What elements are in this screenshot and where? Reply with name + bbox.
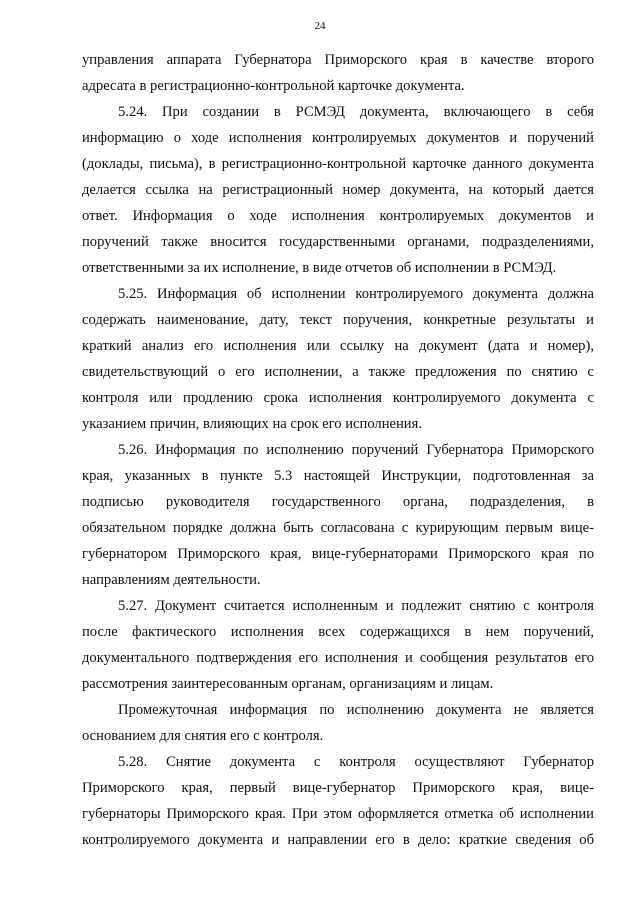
- text-line: краткий анализ его исполнения или ссылку на документ (дата и номер),: [82, 338, 594, 354]
- paragraph-5-25: [82, 281, 594, 437]
- paragraph-5-24: [82, 99, 594, 281]
- text-line: делается ссылка на регистрационный номер документа, на который дается: [82, 182, 594, 198]
- text-line: после фактического исполнения всех содержащихся в нем поручений,: [82, 624, 594, 640]
- text-line: управления аппарата Губернатора Приморского края в качестве второго: [82, 52, 594, 68]
- text-line: информацию о ходе исполнения контролируемых документов и поручений: [82, 130, 594, 146]
- text-line: губернатором Приморского края, вице-губернаторами Приморского края по: [82, 546, 594, 562]
- page-number: 24: [314, 20, 326, 32]
- text-line: рассмотрения заинтересованным органам, организациям и лицам.: [82, 676, 494, 692]
- text-line: 5.27. Документ считается исполненным и подлежит снятию с контроля: [118, 598, 594, 614]
- text-line: указанием причин, влияющих на срок его исполнения.: [82, 416, 422, 432]
- text-line: ответственными за их исполнение, в виде отчетов об исполнении в РСМЭД.: [82, 260, 557, 276]
- text-line: подписью руководителя государственного органа, подразделения, в: [82, 494, 594, 510]
- text-line: адресата в регистрационно-контрольной карточке документа.: [82, 78, 465, 94]
- text-line: 5.28. Снятие документа с контроля осуществляют Губернатор: [118, 754, 594, 770]
- text-line: Промежуточная информация по исполнению документа не является: [118, 702, 594, 718]
- document-body: [82, 47, 594, 853]
- paragraph-5-27: [82, 593, 594, 697]
- paragraph-continuation: [82, 47, 594, 99]
- text-line: направлениям деятельности.: [82, 572, 261, 588]
- text-line: контроля или продлению срока исполнения контролируемого документа с: [82, 390, 594, 406]
- text-line: ответ. Информация о ходе исполнения контролируемых документов и: [82, 208, 594, 224]
- paragraph-5-28: [82, 749, 594, 853]
- text-line: 5.26. Информация по исполнению поручений Губернатора Приморского: [118, 442, 594, 458]
- text-line: 5.24. При создании в РСМЭД документа, включающего в себя: [118, 104, 594, 120]
- text-line: свидетельствующий о его исполнении, а также предложения по снятию с: [82, 364, 594, 380]
- text-line: поручений также вносится государственными органами, подразделениями,: [82, 234, 594, 250]
- text-line: (доклады, письма), в регистрационно-контрольной карточке данного документа: [82, 156, 594, 172]
- text-line: контролируемого документа и направлении его в дело: краткие сведения об: [82, 832, 594, 848]
- paragraph-intermediate-info: [82, 697, 594, 749]
- text-line: содержать наименование, дату, текст поручения, конкретные результаты и: [82, 312, 594, 328]
- text-line: документального подтверждения его исполнения и сообщения результатов его: [82, 650, 594, 666]
- text-line: основанием для снятия его с контроля.: [82, 728, 324, 744]
- text-line: Приморского края, первый вице-губернатор Приморского края, вице-: [82, 780, 594, 796]
- text-line: 5.25. Информация об исполнении контролируемого документа должна: [118, 286, 594, 302]
- paragraph-5-26: [82, 437, 594, 593]
- text-line: губернаторы Приморского края. При этом оформляется отметка об исполнении: [82, 806, 594, 822]
- text-line: обязательном порядке должна быть согласована с курирующим первым вице-: [82, 520, 594, 536]
- text-line: края, указанных в пункте 5.3 настоящей Инструкции, подготовленная за: [82, 468, 594, 484]
